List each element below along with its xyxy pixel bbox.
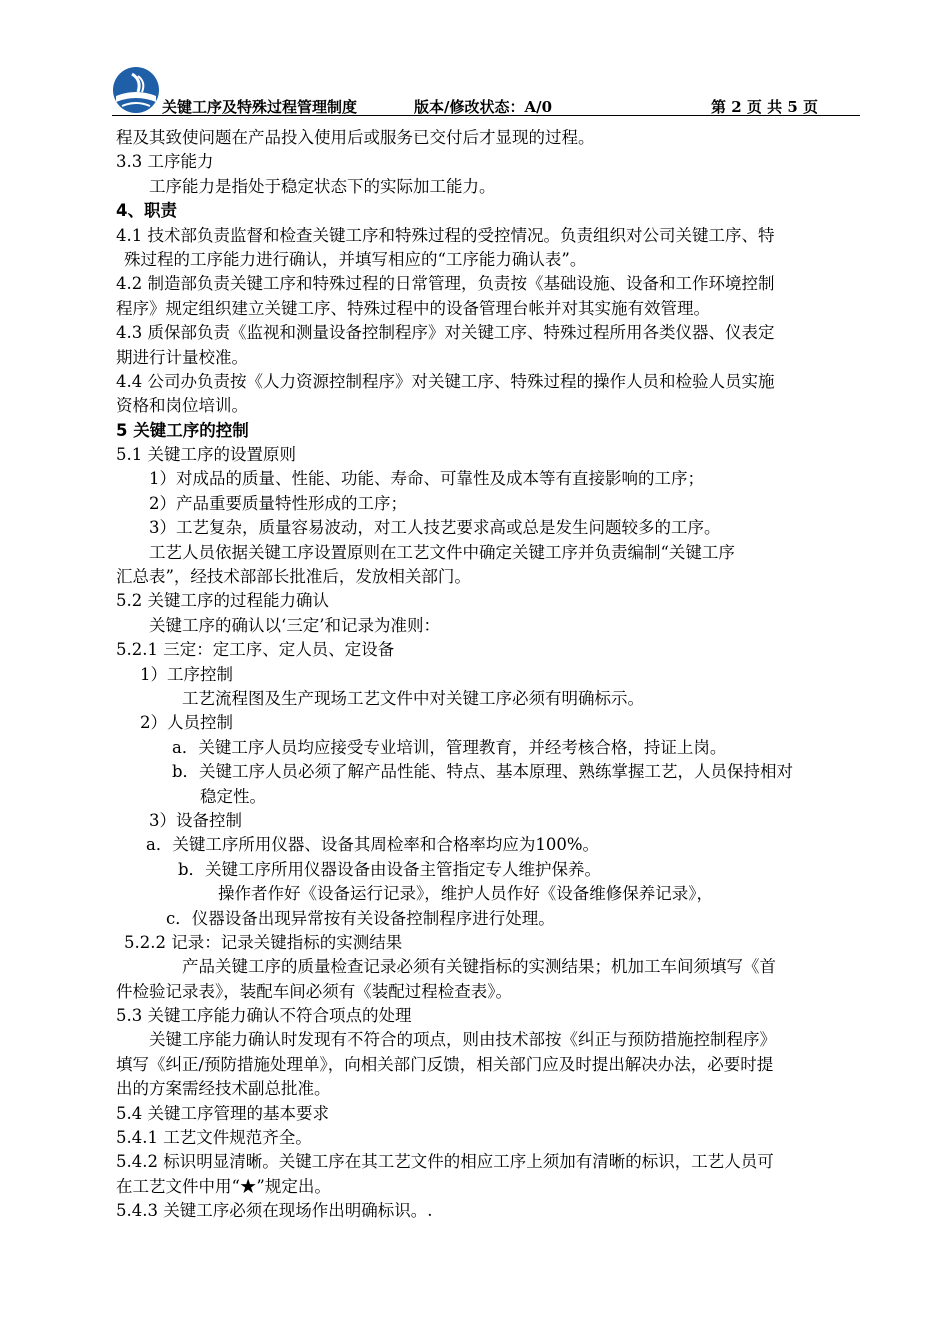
paragraph-line: 殊过程的工序能力进行确认，并填写相应的“工序能力确认表”。 [124, 249, 587, 269]
company-logo [112, 66, 160, 114]
page-number: 第 2 页 共 5 页 [711, 98, 818, 116]
list-item: 3）工艺复杂，质量容易波动，对工人技艺要求高或总是发生问题较多的工序。 [149, 518, 721, 538]
paragraph-line: 出的方案需经技术副总批准。 [116, 1079, 331, 1099]
paragraph-line: 关键工序的确认以‘三定’和记录为准则： [149, 615, 440, 635]
paragraph-line: 程序》规定组织建立关键工序、特殊过程中的设备管理台帐并对其实施有效管理。 [116, 298, 710, 318]
paragraph-line: 工序能力是指处于稳定状态下的实际加工能力。 [149, 176, 496, 196]
header-divider [112, 115, 860, 116]
paragraph-line: 汇总表”，经技术部部长批准后，发放相关部门。 [116, 567, 471, 587]
paragraph-line: 工艺流程图及生产现场工艺文件中对关键工序必须有明确标示。 [182, 688, 644, 708]
list-item: 2）产品重要质量特性形成的工序； [149, 493, 407, 513]
paragraph-line: 稳定性。 [200, 786, 266, 806]
paragraph-line: 4.1 技术部负责监督和检查关键工序和特殊过程的受控情况。负责组织对公司关键工序、特 [116, 225, 775, 245]
paragraph-line: 产品关键工序的质量检查记录必须有关键指标的实测结果；机加工车间须填写《首 [182, 957, 776, 977]
list-item: b．关键工序所用仪器设备由设备主管指定专人维护保养。 [178, 859, 602, 879]
section-heading: 5 关键工序的控制 [116, 420, 249, 440]
paragraph-line: 工艺人员依据关键工序设置原则在工艺文件中确定关键工序并负责编制“关键工序 [149, 542, 735, 562]
paragraph-line: 关键工序能力确认时发现有不符合的项点，则由技术部按《纠正与预防措施控制程序》 [149, 1030, 776, 1050]
paragraph-line: 资格和岗位培训。 [116, 396, 248, 416]
section-heading: 5.1 关键工序的设置原则 [116, 445, 296, 465]
list-item: c．仪器设备出现异常按有关设备控制程序进行处理。 [166, 908, 555, 928]
version-status: 版本/修改状态：A/0 [414, 98, 553, 116]
paragraph-line: 填写《纠正/预防措施处理单》，向相关部门反馈，相关部门应及时提出解决办法，必要时提 [116, 1054, 774, 1074]
section-heading: 5.4 关键工序管理的基本要求 [116, 1103, 329, 1123]
paragraph-line: 5.4.3 关键工序必须在现场作出明确标识。. [116, 1201, 433, 1221]
paragraph-line: 4.3 质保部负责《监视和测量设备控制程序》对关键工序、特殊过程所用各类仪器、仪表定 [116, 323, 775, 343]
list-item: 3）设备控制 [149, 810, 242, 830]
list-item: 1）工序控制 [140, 664, 233, 684]
paragraph-line: 期进行计量校准。 [116, 347, 248, 367]
document-body [116, 126, 860, 1224]
section-heading: 5.2.1 三定：定工序、定人员、定设备 [116, 640, 395, 660]
paragraph-line: 件检验记录表》，装配车间必须有《装配过程检查表》。 [116, 981, 512, 1001]
paragraph-line: 5.4.2 标识明显清晰。关键工序在其工艺文件的相应工序上须加有清晰的标识，工艺人员可 [116, 1152, 774, 1172]
list-item: b．关键工序人员必须了解产品性能、特点、基本原理、熟练掌握工艺，人员保持相对 [172, 762, 794, 782]
paragraph-line: 5.4.1 工艺文件规范齐全。 [116, 1128, 312, 1148]
list-item: 2）人员控制 [140, 713, 233, 733]
document-title: 关键工序及特殊过程管理制度 [162, 98, 358, 116]
paragraph-line: 4.2 制造部负责关键工序和特殊过程的日常管理，负责按《基础设施、设备和工作环境控制 [116, 274, 775, 294]
paragraph-line: 在工艺文件中用“★”规定出。 [116, 1176, 331, 1196]
section-heading: 5.2.2 记录：记录关键指标的实测结果 [124, 932, 403, 952]
section-heading: 5.3 关键工序能力确认不符合项点的处理 [116, 1006, 412, 1026]
section-heading: 4、职责 [116, 201, 177, 221]
section-heading: 3.3 工序能力 [116, 152, 214, 172]
list-item: a．关键工序人员均应接受专业培训，管理教育，并经考核合格，持证上岗。 [172, 737, 727, 757]
paragraph-line: 4.4 公司办负责按《人力资源控制程序》对关键工序、特殊过程的操作人员和检验人员实施 [116, 371, 775, 391]
paragraph-line: 操作者作好《设备运行记录》，维护人员作好《设备维修保养记录》， [218, 884, 713, 904]
paragraph-line: 程及其致使问题在产品投入使用后或服务已交付后才显现的过程。 [116, 128, 595, 147]
list-item: a．关键工序所用仪器、设备其周检率和合格率均应为100%。 [146, 835, 600, 855]
list-item: 1）对成品的质量、性能、功能、寿命、可靠性及成本等有直接影响的工序； [149, 469, 704, 489]
section-heading: 5.2 关键工序的过程能力确认 [116, 591, 329, 611]
